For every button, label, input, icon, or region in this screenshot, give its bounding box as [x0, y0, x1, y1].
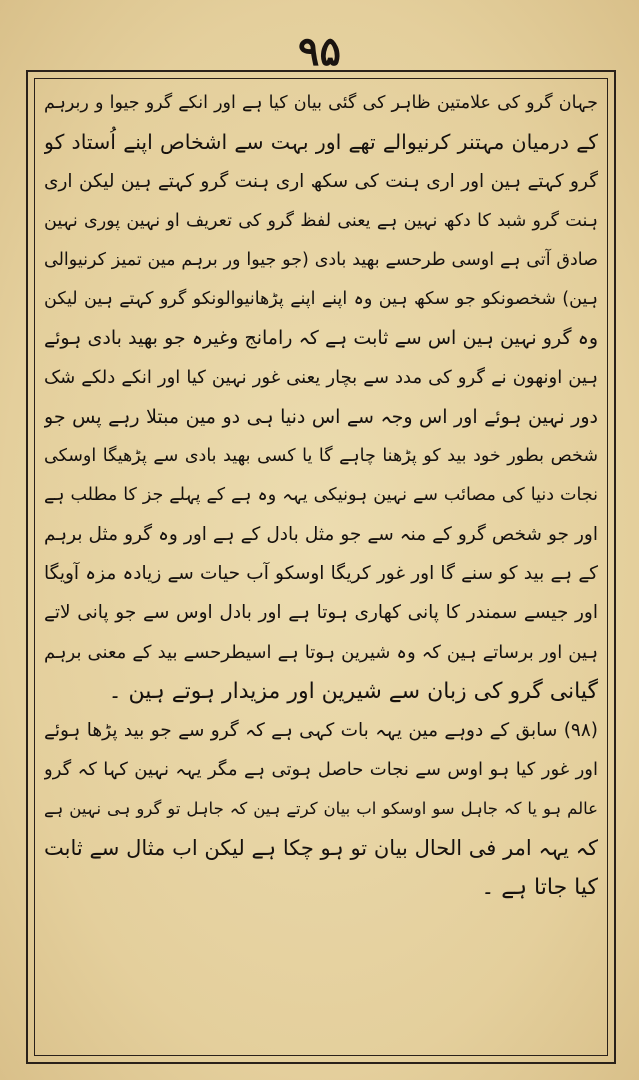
text-line: کیا جاتا ہے ۔	[481, 874, 598, 900]
text-line: گیانی گرو کی زبان سے شیرین اور مزیدار ہوتے ہین ۔	[108, 678, 598, 704]
page-number: ۹۵	[298, 28, 341, 75]
text-line: دور نہین ہوئے اور اس وجہ سے اس دنیا ہی دو مین مبتلا رہے پس جو	[44, 405, 598, 428]
text-line: عالم ہو یا کہ جاہل سو اوسکو اب بیان کرتے ہین کہ جاہل تو گرو ہی نہین ہے	[44, 799, 598, 819]
urdu-text-block	[44, 84, 598, 907]
text-line: کے ہے بید کو سنے گا اور غور کریگا اوسکو آب حیات سے زیادہ مزہ آویگا	[44, 563, 598, 585]
text-line: جہان گرو کی علامتین ظاہر کی گئی بیان کیا ہے اور انکے گرو جیوا و ربرہم	[44, 93, 598, 113]
text-line: کے درمیان مہتنر کرنیوالے تھے اور بہت سے اشخاص اپنے اُستاد کو	[44, 130, 598, 155]
text-line: اور جو شخص گرو کے منہ سے جو مثل بادل کے ہے اور وہ گرو مثل برہم	[44, 524, 598, 546]
text-line: اور غور کیا ہو اوس سے نجات حاصل ہوتی ہے مگر یہہ نہین کہا کہ گرو	[44, 759, 598, 781]
text-line: (۹۸) سابق کے دوہے مین یہہ بات کہی ہے کہ گرو سے جو بید پڑھا ہوئے	[44, 720, 598, 741]
text-line: ہنت گرو شبد کا دکھ نہین ہے یعنی لفظ گرو کی تعریف او نہین پوری نہین	[44, 210, 598, 231]
text-line: نجات دنیا کی مصائب سے نہین ہونیکی یہہ وہ ہے کے پہلے جز کا مطلب ہے	[44, 484, 598, 505]
text-line: شخص بطور خود بید کو پڑھنا چاہے گا یا کسی بھید بادی سے پڑھیگا اوسکی	[44, 445, 598, 466]
text-line: ہین اونھون نے گرو کی مدد سے بچار یعنی غور نہین کیا اور انکے دلکے شک	[44, 367, 598, 389]
text-line: کہ یہہ امر فی الحال بیان تو ہو چکا ہے لیکن اب مثال سے ثابت	[44, 835, 598, 860]
text-line: ہین) شخصونکو جو سکھ ہین وہ اپنے اپنے پڑھانیوالونکو گرو کہتے ہین لیکن	[44, 288, 598, 309]
text-line: ہین اور برساتے ہین کہ وہ شیرین ہوتا ہے اسیطرحسے بید کے معنی برہم	[44, 641, 598, 663]
text-line: صادق آتی ہے اوسی طرحسے بھید بادی (جو جیوا ور برہم مین تمیز کرنیوالی	[44, 249, 598, 270]
text-line: وہ گرو نہین ہین اس سے ثابت ہے کہ رامانج وغیرہ جو بھید بادی ہوئے	[44, 327, 598, 350]
text-line: گرو کہتے ہین اور اری ہنت کی سکھ اری ہنت گرو کہتے ہین لیکن اری	[44, 171, 598, 193]
text-line: اور جیسے سمندر کا پانی کھاری ہوتا ہے اور بادل اوس سے جو پانی لاتے	[44, 602, 598, 624]
